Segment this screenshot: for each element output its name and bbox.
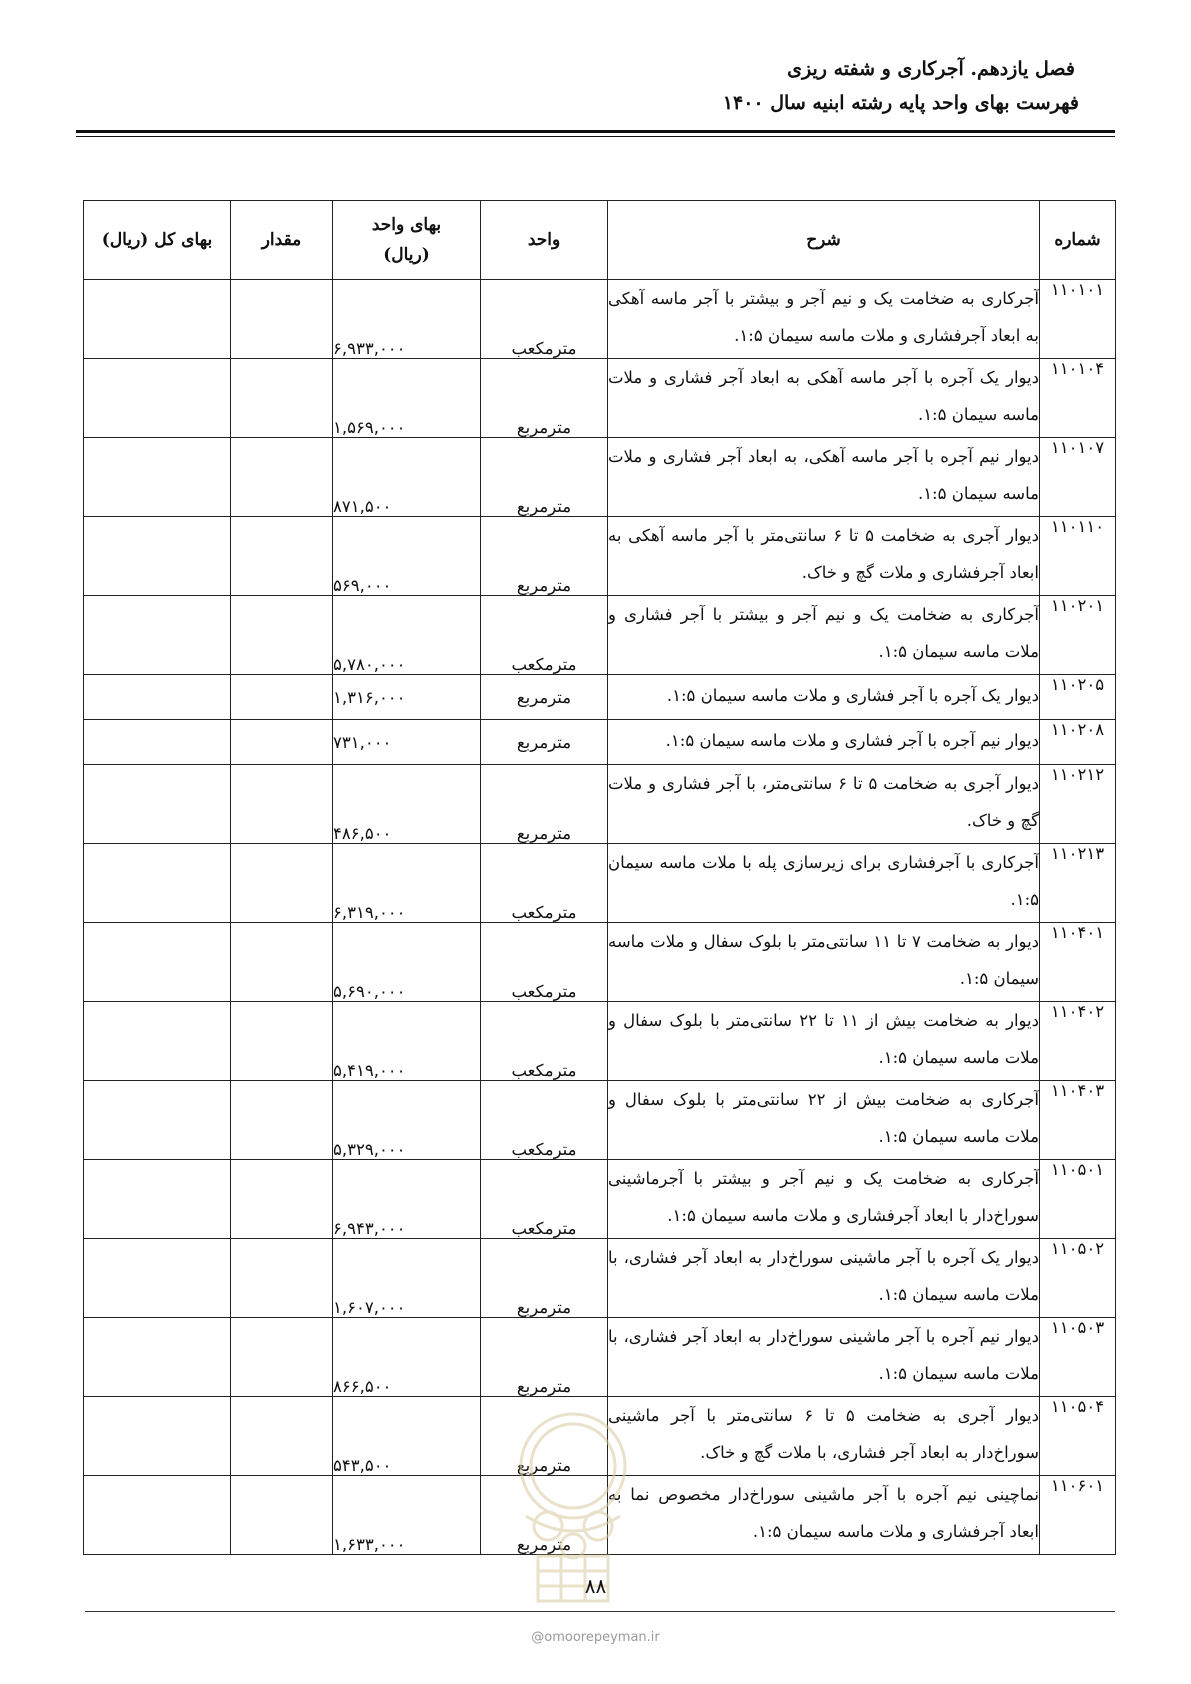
item-quantity <box>231 1002 333 1081</box>
item-number: ۱۱۰۱۰۴ <box>1040 359 1116 438</box>
item-unit-price: ۶,۳۱۹,۰۰۰ <box>333 844 481 923</box>
item-unit-price: ۸۶۶,۵۰۰ <box>333 1318 481 1397</box>
item-unit-price: ۴۸۶,۵۰۰ <box>333 765 481 844</box>
item-total <box>84 280 231 359</box>
table-row <box>84 359 1116 438</box>
item-unit: مترمکعب <box>481 1081 608 1160</box>
item-quantity <box>231 1081 333 1160</box>
item-total <box>84 844 231 923</box>
header-rule-thin <box>76 136 1115 137</box>
item-unit: مترمکعب <box>481 280 608 359</box>
item-description: دیوار به ضخامت بیش از ۱۱ تا ۲۲ سانتی‌متر با بلوک سفال و ملات ماسه سیمان ۱:۵. <box>608 1002 1040 1081</box>
item-number: ۱۱۰۵۰۱ <box>1040 1160 1116 1239</box>
item-quantity <box>231 923 333 1002</box>
table-row <box>84 1239 1116 1318</box>
item-unit: مترمکعب <box>481 1002 608 1081</box>
item-description: دیوار یک آجره با آجر ماسه آهکی به ابعاد آجر فشاری و ملات ماسه سیمان ۱:۵. <box>608 359 1040 438</box>
item-unit-price: ۵,۴۱۹,۰۰۰ <box>333 1002 481 1081</box>
item-number: ۱۱۰۵۰۴ <box>1040 1397 1116 1476</box>
item-total <box>84 517 231 596</box>
item-unit-price: ۱,۵۶۹,۰۰۰ <box>333 359 481 438</box>
item-number: ۱۱۰۲۰۵ <box>1040 675 1116 720</box>
item-description: دیوار به ضخامت ۷ تا ۱۱ سانتی‌متر با بلوک سفال و ملات ماسه سیمان ۱:۵. <box>608 923 1040 1002</box>
chapter-title: فصل یازدهم. آجرکاری و شفته ریزی <box>787 58 1075 80</box>
item-quantity <box>231 1239 333 1318</box>
item-total <box>84 438 231 517</box>
item-description: آجرکاری به ضخامت یک و نیم آجر و بیشتر با آجرماشینی سوراخ‌دار با ابعاد آجرفشاری و ملات ماسه سیمان ۱:۵. <box>608 1160 1040 1239</box>
table-row <box>84 517 1116 596</box>
item-unit-price: ۱,۳۱۶,۰۰۰ <box>333 675 481 720</box>
item-unit-price: ۶,۹۴۳,۰۰۰ <box>333 1160 481 1239</box>
item-unit-price: ۷۳۱,۰۰۰ <box>333 720 481 765</box>
table-row <box>84 280 1116 359</box>
item-quantity <box>231 359 333 438</box>
item-description: آجرکاری به ضخامت یک و نیم آجر و بیشتر با آجر فشاری و ملات ماسه سیمان ۱:۵. <box>608 596 1040 675</box>
document-title: فهرست بهای واحد پایه رشته ابنیه سال ۱۴۰۰ <box>722 92 1079 114</box>
item-quantity <box>231 765 333 844</box>
item-total <box>84 359 231 438</box>
column-header-quantity: مقدار <box>231 201 333 280</box>
item-total <box>84 1002 231 1081</box>
table-row <box>84 923 1116 1002</box>
table-row <box>84 1476 1116 1555</box>
item-unit-price: ۵,۳۲۹,۰۰۰ <box>333 1081 481 1160</box>
footer-rule <box>85 1611 1115 1612</box>
table-row <box>84 1002 1116 1081</box>
item-quantity <box>231 1397 333 1476</box>
item-unit: مترمربع <box>481 1397 608 1476</box>
item-total <box>84 1160 231 1239</box>
column-header-description: شرح <box>608 201 1040 280</box>
item-description: دیوار یک آجره با آجر ماشینی سوراخ‌دار به ابعاد آجر فشاری، با ملات ماسه سیمان ۱:۵. <box>608 1239 1040 1318</box>
item-description: دیوار آجری به ضخامت ۵ تا ۶ سانتی‌متر با آجر ماشینی سوراخ‌دار به ابعاد آجر فشاری، با ملات گچ و خاک. <box>608 1397 1040 1476</box>
item-unit-price: ۱,۶۳۳,۰۰۰ <box>333 1476 481 1555</box>
item-quantity <box>231 1476 333 1555</box>
table-row <box>84 1160 1116 1239</box>
item-total <box>84 1397 231 1476</box>
page-number: ۸۸ <box>584 1574 607 1598</box>
table-row <box>84 596 1116 675</box>
column-header-unit: واحد <box>481 201 608 280</box>
item-unit: مترمربع <box>481 675 608 720</box>
item-number: ۱۱۰۲۱۳ <box>1040 844 1116 923</box>
item-description: دیوار نیم آجره با آجر فشاری و ملات ماسه سیمان ۱:۵. <box>608 720 1040 765</box>
item-total <box>84 596 231 675</box>
table-row <box>84 765 1116 844</box>
item-unit: مترمکعب <box>481 923 608 1002</box>
item-number: ۱۱۰۲۱۲ <box>1040 765 1116 844</box>
item-description: دیوار یک آجره با آجر فشاری و ملات ماسه سیمان ۱:۵. <box>608 675 1040 720</box>
item-total <box>84 765 231 844</box>
item-total <box>84 1239 231 1318</box>
item-unit: مترمربع <box>481 438 608 517</box>
unit-price-label: بهای واحد <box>371 215 442 235</box>
item-unit-price: ۶,۹۳۳,۰۰۰ <box>333 280 481 359</box>
item-number: ۱۱۰۵۰۲ <box>1040 1239 1116 1318</box>
item-description: دیوار آجری به ضخامت ۵ تا ۶ سانتی‌متر، با آجر فشاری و ملات گچ و خاک. <box>608 765 1040 844</box>
item-quantity <box>231 720 333 765</box>
item-unit: مترمکعب <box>481 844 608 923</box>
item-number: ۱۱۰۱۰۷ <box>1040 438 1116 517</box>
table-row <box>84 438 1116 517</box>
item-total <box>84 923 231 1002</box>
item-unit: مترمربع <box>481 765 608 844</box>
item-quantity <box>231 596 333 675</box>
table-row <box>84 844 1116 923</box>
item-description: آجرکاری به ضخامت یک و نیم آجر و بیشتر با آجر ماسه آهکی به ابعاد آجرفشاری و ملات ماسه سیمان ۱:۵. <box>608 280 1040 359</box>
item-quantity <box>231 1160 333 1239</box>
item-quantity <box>231 844 333 923</box>
item-total <box>84 1081 231 1160</box>
table-header-row <box>84 201 1116 280</box>
table-row <box>84 1318 1116 1397</box>
table-row <box>84 720 1116 765</box>
item-number: ۱۱۰۲۰۱ <box>1040 596 1116 675</box>
item-description: دیوار نیم آجره با آجر ماشینی سوراخ‌دار به ابعاد آجر فشاری، با ملات ماسه سیمان ۱:۵. <box>608 1318 1040 1397</box>
item-total <box>84 1318 231 1397</box>
table-row <box>84 1397 1116 1476</box>
item-total <box>84 720 231 765</box>
header-rule-thick <box>76 130 1115 133</box>
item-total <box>84 675 231 720</box>
price-table <box>83 200 1116 1555</box>
item-number: ۱۱۰۴۰۳ <box>1040 1081 1116 1160</box>
item-number: ۱۱۰۲۰۸ <box>1040 720 1116 765</box>
item-unit: مترمربع <box>481 1239 608 1318</box>
item-quantity <box>231 675 333 720</box>
item-number: ۱۱۰۴۰۱ <box>1040 923 1116 1002</box>
item-quantity <box>231 1318 333 1397</box>
item-unit: مترمکعب <box>481 1160 608 1239</box>
unit-price-currency: (ریال) <box>383 245 430 265</box>
item-unit-price: ۵۶۹,۰۰۰ <box>333 517 481 596</box>
item-unit-price: ۱,۶۰۷,۰۰۰ <box>333 1239 481 1318</box>
item-number: ۱۱۰۴۰۲ <box>1040 1002 1116 1081</box>
item-description: نماچینی نیم آجره با آجر ماشینی سوراخ‌دار مخصوص نما به ابعاد آجرفشاری و ملات ماسه سیمان ۱:۵. <box>608 1476 1040 1555</box>
item-description: دیوار نیم آجره با آجر ماسه آهکی، به ابعاد آجر فشاری و ملات ماسه سیمان ۱:۵. <box>608 438 1040 517</box>
table-row <box>84 675 1116 720</box>
item-unit-price: ۵,۶۹۰,۰۰۰ <box>333 923 481 1002</box>
item-unit: مترمربع <box>481 517 608 596</box>
item-unit-price: ۵,۷۸۰,۰۰۰ <box>333 596 481 675</box>
item-unit: مترمربع <box>481 720 608 765</box>
item-unit: مترمربع <box>481 1318 608 1397</box>
item-description: دیوار آجری به ضخامت ۵ تا ۶ سانتی‌متر با آجر ماسه آهکی به ابعاد آجرفشاری و ملات گچ و خاک. <box>608 517 1040 596</box>
item-unit: مترمربع <box>481 1476 608 1555</box>
item-number: ۱۱۰۱۱۰ <box>1040 517 1116 596</box>
item-total <box>84 1476 231 1555</box>
item-quantity <box>231 280 333 359</box>
column-header-number: شماره <box>1040 201 1116 280</box>
item-unit: مترمربع <box>481 359 608 438</box>
column-header-unit-price <box>333 201 481 280</box>
item-number: ۱۱۰۶۰۱ <box>1040 1476 1116 1555</box>
item-unit-price: ۸۷۱,۵۰۰ <box>333 438 481 517</box>
item-unit: مترمکعب <box>481 596 608 675</box>
item-description: آجرکاری با آجرفشاری برای زیرسازی پله با ملات ماسه سیمان ۱:۵. <box>608 844 1040 923</box>
table-row <box>84 1081 1116 1160</box>
column-header-total-price: بهای کل (ریال) <box>84 201 231 280</box>
website-link[interactable]: @omoorepeyman.ir <box>531 1630 660 1645</box>
item-quantity <box>231 517 333 596</box>
item-unit-price: ۵۴۳,۵۰۰ <box>333 1397 481 1476</box>
item-number: ۱۱۰۵۰۳ <box>1040 1318 1116 1397</box>
page-header <box>76 52 1115 120</box>
item-number: ۱۱۰۱۰۱ <box>1040 280 1116 359</box>
item-quantity <box>231 438 333 517</box>
item-description: آجرکاری به ضخامت بیش از ۲۲ سانتی‌متر با بلوک سفال و ملات ماسه سیمان ۱:۵. <box>608 1081 1040 1160</box>
